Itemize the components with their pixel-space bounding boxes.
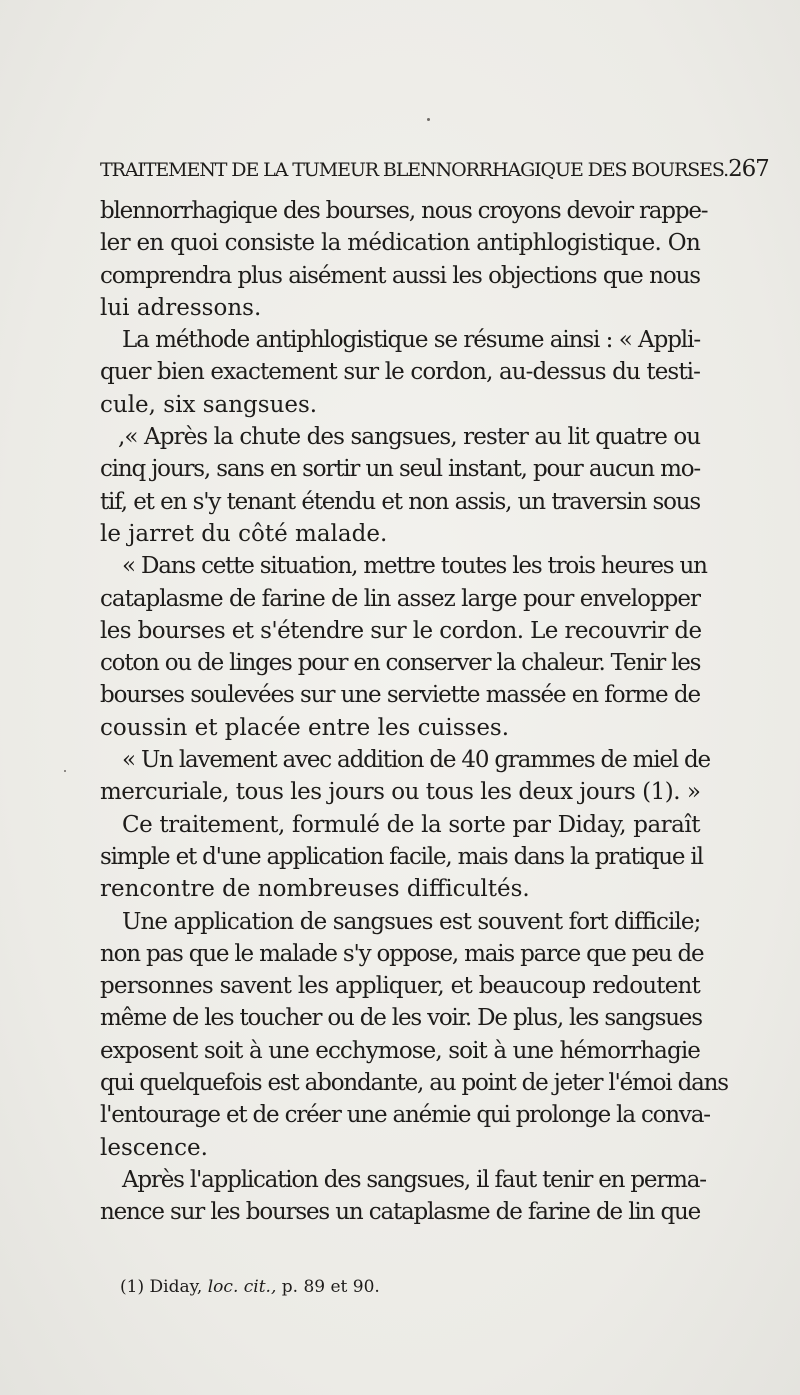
text-line: coton ou de linges pour en conserver la chaleur. Tenir les [100, 650, 701, 677]
text-line: ,« Après la chute des sangsues, rester au lit quatre ou [118, 424, 701, 451]
text-line: Après l'application des sangsues, il faut tenir en perma- [122, 1166, 706, 1193]
text-line: les bourses et s'étendre sur le cordon. Le recouvrir de [100, 617, 702, 644]
footnote-marker: (1) [120, 1277, 145, 1297]
text-line: tif, et en s'y tenant étendu et non assis, un traversin sous [100, 488, 700, 515]
footnote-pages: p. 89 et 90. [281, 1277, 380, 1297]
text-line: exposent soit à une ecchymose, soit à une hémorrhagie [100, 1037, 700, 1064]
text-line: lui adressons. [100, 294, 262, 321]
ink-speck [64, 770, 66, 772]
text-line: non pas que le malade s'y oppose, mais parce que peu de [100, 940, 704, 967]
running-header [100, 156, 769, 182]
text-line: même de les toucher ou de les voir. De plus, les sangsues [100, 1005, 702, 1032]
ink-speck [427, 118, 430, 121]
text-line: La méthode antiphlogistique se résume ainsi : « Appli- [122, 327, 700, 354]
text-line: quer bien exactement sur le cordon, au-dessus du testi- [100, 359, 700, 386]
text-line: nence sur les bourses un cataplasme de farine de lin que [100, 1199, 700, 1226]
text-line: personnes savent les appliquer, et beaucoup redoutent [100, 973, 700, 1000]
text-line: coussin et placée entre les cuisses. [100, 714, 510, 741]
text-line: qui quelquefois est abondante, au point de jeter l'émoi dans [100, 1070, 728, 1097]
text-line: « Un lavement avec addition de 40 grammes de miel de [122, 747, 710, 774]
text-line: ler en quoi consiste la médication antiphlogistique. On [100, 230, 701, 257]
text-line: mercuriale, tous les jours ou tous les deux jours (1). » [100, 779, 701, 806]
footnote-reference: loc. cit., [207, 1277, 277, 1297]
running-title: TRAITEMENT DE LA TUMEUR BLENNORRHAGIQUE DES BOURSES. [100, 159, 729, 181]
text-line: cule, six sangsues. [100, 391, 318, 418]
page-number: 267 [728, 156, 769, 182]
text-line: comprendra plus aisément aussi les objections que nous [100, 262, 700, 289]
text-line: rencontre de nombreuses difficultés. [100, 876, 530, 903]
footnote-author: Diday, [149, 1277, 203, 1297]
text-line: l'entourage et de créer une anémie qui prolonge la conva- [100, 1102, 710, 1129]
text-line: cataplasme de farine de lin assez large pour envelopper [100, 585, 700, 612]
text-line: le jarret du côté malade. [100, 520, 388, 547]
text-line: Une application de sangsues est souvent fort difficile; [122, 908, 701, 935]
text-line: simple et d'une application facile, mais dans la pratique il [100, 843, 703, 870]
footnote [120, 1277, 680, 1297]
text-line: cinq jours, sans en sortir un seul instant, pour aucun mo- [100, 456, 700, 483]
text-line: Ce traitement, formulé de la sorte par Diday, paraît [122, 811, 700, 838]
body-text [100, 195, 728, 1229]
text-line: blennorrhagique des bourses, nous croyons devoir rappe- [100, 198, 708, 224]
text-line: bourses soulevées sur une serviette massée en forme de [100, 682, 700, 709]
text-line: « Dans cette situation, mettre toutes les trois heures un [122, 553, 707, 580]
text-line: lescence. [100, 1134, 208, 1161]
